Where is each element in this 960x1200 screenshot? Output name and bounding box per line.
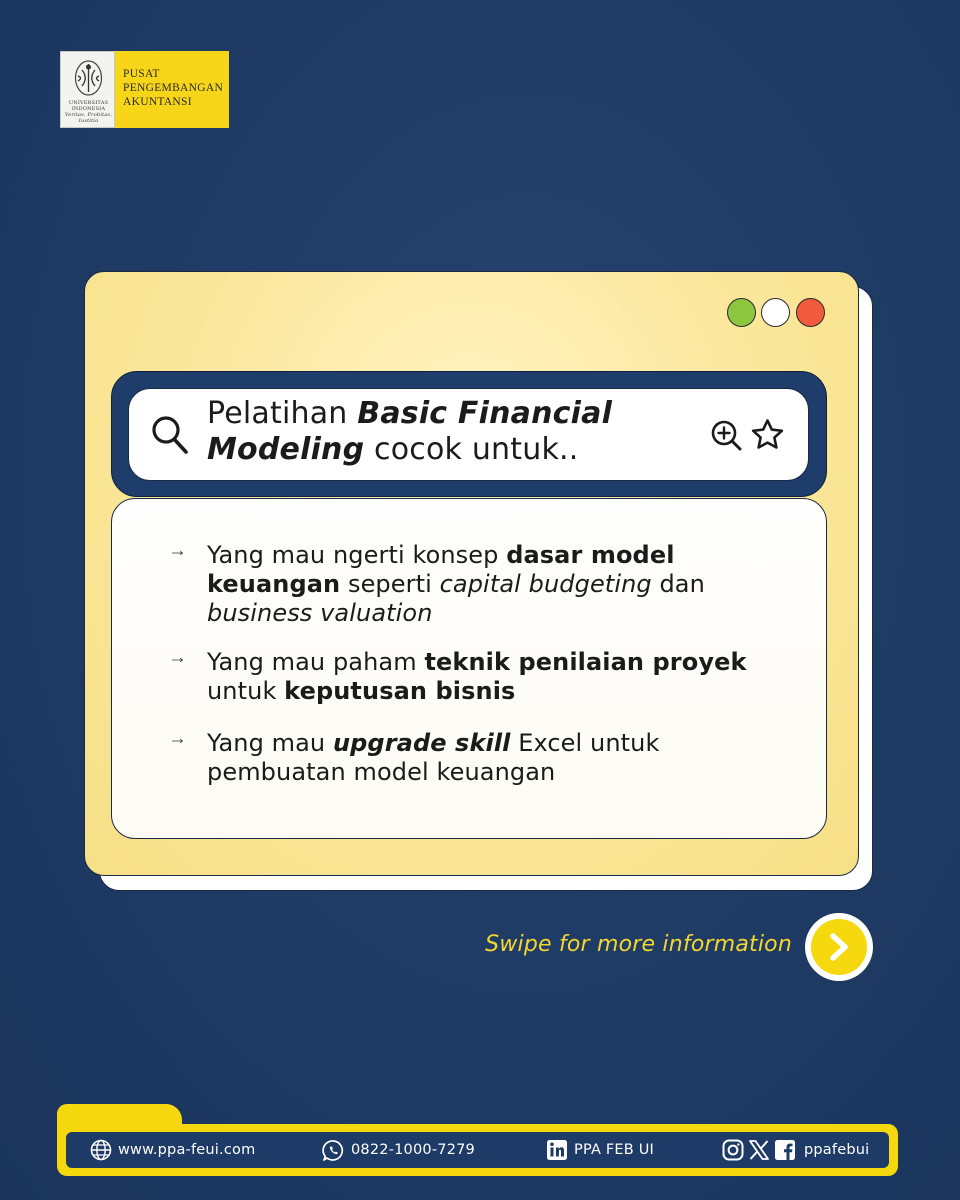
ppa-logo: [60, 51, 229, 128]
linkedin-text: PPA FEB UI: [574, 1142, 655, 1158]
x-twitter-icon: [748, 1139, 770, 1161]
university-emblem-panel: [60, 51, 115, 128]
search-query-text: Pelatihan Basic Financial Modeling cocok untuk..: [207, 396, 613, 467]
list-item: [148, 541, 768, 628]
chevron-right-icon: [827, 933, 851, 961]
whatsapp-link[interactable]: [322, 1138, 475, 1162]
zoom-in-icon[interactable]: [710, 419, 742, 451]
instagram-icon: [722, 1139, 744, 1161]
logo-line: PUSAT: [123, 68, 160, 80]
facebook-icon: [774, 1139, 796, 1161]
social-handle: ppafebui: [804, 1142, 870, 1158]
arrow-right-icon: [148, 541, 207, 555]
whatsapp-number: 0822-1000-7279: [351, 1142, 475, 1158]
logo-line: AKUNTANSI: [123, 96, 192, 108]
arrow-right-icon: [148, 729, 207, 743]
list-item-text: Yang mau upgrade skill Excel untuk pembuatan model keuangan: [207, 729, 660, 786]
search-icon: [150, 414, 190, 456]
website-text: www.ppa-feui.com: [118, 1142, 256, 1158]
arrow-right-icon: [148, 648, 207, 662]
window-maximize-button[interactable]: [727, 298, 756, 327]
logo-line: PENGEMBANGAN: [123, 82, 224, 94]
website-link[interactable]: [90, 1138, 255, 1162]
list-item-text: Yang mau ngerti konsep dasar model keuangan seperti capital budgeting dan business valuation: [207, 541, 705, 627]
ppa-name-panel: [115, 51, 229, 128]
linkedin-icon: [546, 1139, 568, 1161]
social-links[interactable]: [722, 1138, 869, 1162]
star-icon[interactable]: [750, 418, 785, 451]
globe-icon: [90, 1139, 112, 1161]
list-item: [148, 729, 768, 787]
whatsapp-icon: [322, 1139, 345, 1162]
next-slide-button-face: [811, 919, 867, 975]
university-name: UNIVERSITAS INDONESIA Veritas, Probitas, Iustitia: [64, 100, 113, 124]
makara-emblem-icon: [72, 58, 105, 98]
next-slide-button[interactable]: [805, 913, 873, 981]
list-item-text: Yang mau paham teknik penilaian proyek untuk keputusan bisnis: [207, 648, 747, 705]
swipe-label: Swipe for more information: [485, 932, 792, 957]
linkedin-link[interactable]: [546, 1138, 654, 1162]
list-item: [148, 648, 768, 706]
window-close-button[interactable]: [796, 298, 825, 327]
window-minimize-button[interactable]: [761, 298, 790, 327]
